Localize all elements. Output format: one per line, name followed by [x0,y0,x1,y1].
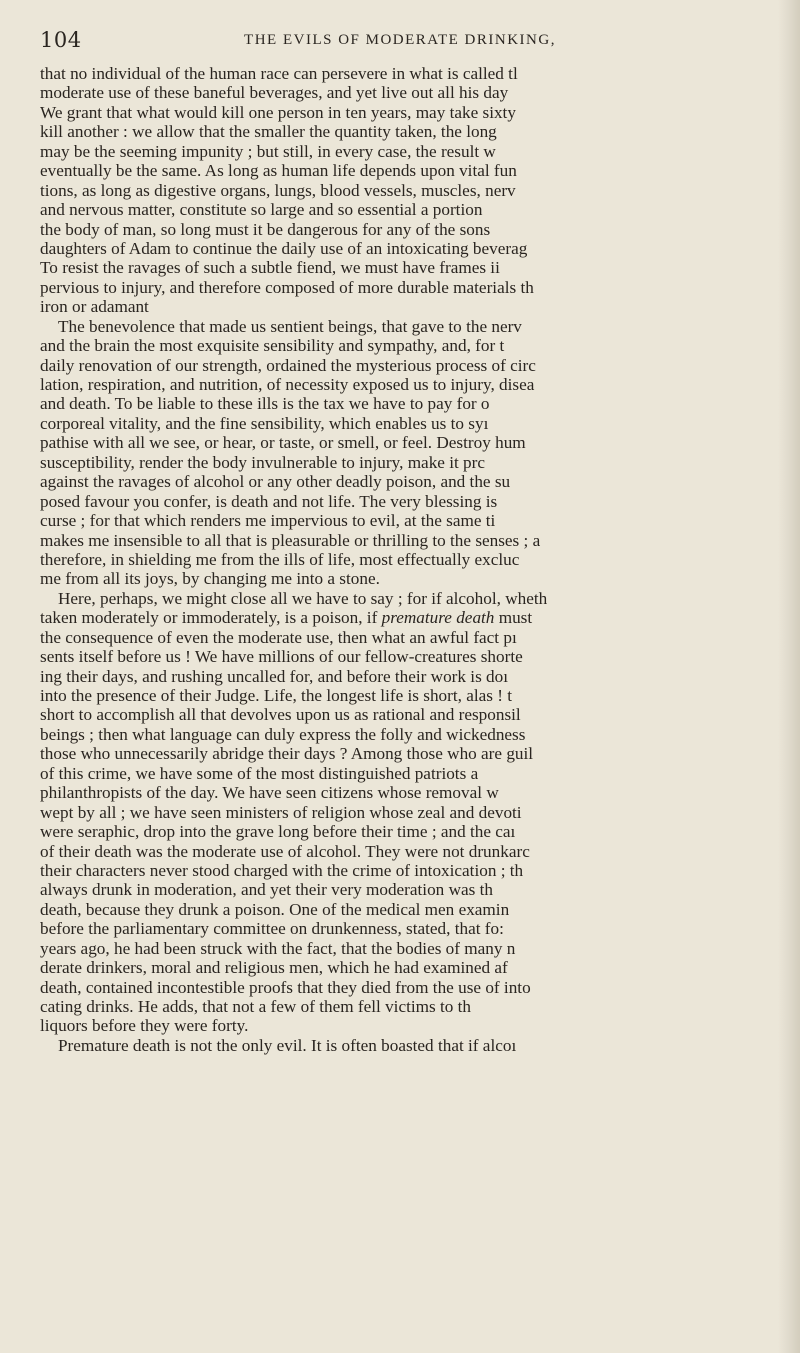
text-line [40,880,778,899]
text-line-content: philanthropists of the day. We have seen citizens whose removal w [40,783,499,803]
text-line [40,900,778,919]
text-line-content: those who unnecessarily abridge their days ? Among those who are guil [40,744,534,764]
text-line-content: may be the seeming impunity ; but still, in every case, the result w [40,141,496,161]
text-line [40,550,778,569]
text-line [40,297,778,316]
text-line [40,122,778,141]
text-line-content: We grant that what would kill one person in ten years, may take sixty [40,102,516,122]
text-line-content: ing their days, and rushing uncalled for, and before their work is doı [40,666,509,686]
text-line-content: and nervous matter, constitute so large and so essential a portion [40,200,483,220]
text-line-content: posed favour you confer, is death and not life. The very blessing is [40,491,498,511]
text-line [40,686,778,705]
text-line [40,511,778,530]
text-line [40,705,778,724]
text-line-content: me from all its joys, by changing me into a stone. [40,569,380,589]
text-line-content: death, contained incontestible proofs that they died from the use of into [40,977,531,997]
text-line-content: taken moderately or immoderately, is a poison, if [40,608,382,628]
text-line-content: into the presence of their Judge. Life, the longest life is short, alas ! t [40,686,513,705]
text-line-content: were seraphic, drop into the grave long before their time ; and the caı [40,822,516,842]
text-line-content: wept by all ; we have seen ministers of religion whose zeal and devoti [40,802,522,822]
text-line-content: Here, perhaps, we might close all we have to say ; for if alcohol, wheth [58,588,548,608]
text-line [40,589,778,608]
text-line [40,647,778,666]
text-line [40,278,778,297]
text-line-content: To resist the ravages of such a subtle fiend, we must have frames ii [40,258,500,278]
text-line-content: kill another : we allow that the smaller the quantity taken, the long [40,122,497,142]
text-line-content: always drunk in moderation, and yet their very moderation was th [40,880,493,900]
text-line-content: the consequence of even the moderate use, then what an awful fact pı [40,627,517,647]
text-line-content: of their death was the moderate use of alcohol. They were not drunkarc [40,841,530,861]
text-line [40,997,778,1016]
text-line [40,258,778,277]
text-line [40,783,778,802]
text-line-content: moderate use of these baneful beverages, and yet live out all his day [40,83,509,103]
text-line [40,394,778,413]
text-line [40,453,778,472]
italic-phrase: premature death [381,608,495,628]
text-line [40,492,778,511]
text-line [40,83,778,102]
body-text [40,64,778,1055]
text-line-content: years ago, he had been struck with the fact, that the bodies of many n [40,938,516,958]
text-line-content: their characters never stood charged with the crime of intoxication ; th [40,860,524,880]
text-line-content: curse ; for that which renders me impervious to evil, at the same ti [40,511,496,531]
text-line-content: derate drinkers, moral and religious men, which he had examined af [40,958,508,978]
text-line [40,803,778,822]
text-line-content: tions, as long as digestive organs, lungs, blood vessels, muscles, nerv [40,180,516,200]
text-line [40,239,778,258]
text-line [40,220,778,239]
text-line [40,764,778,783]
text-line [40,200,778,219]
text-line-content: against the ravages of alcohol or any other deadly poison, and the su [40,472,511,492]
text-line-content: Premature death is not the only evil. It is often boasted that if alcoı [58,1035,517,1055]
text-line-content: daughters of Adam to continue the daily use of an intoxicating beverag [40,238,528,258]
text-line [40,317,778,336]
text-line [40,919,778,938]
page-header [40,22,760,56]
text-line [40,414,778,433]
page-edge-shadow [778,0,800,1353]
text-line [40,939,778,958]
text-line [40,725,778,744]
text-line-content: makes me insensible to all that is pleasurable or thrilling to the senses ; a [40,530,541,550]
text-line-content: that no individual of the human race can persevere in what is called tl [40,64,518,83]
text-line-content: daily renovation of our strength, ordained the mysterious process of circ [40,355,536,375]
text-line-content: and the brain the most exquisite sensibility and sympathy, and, for t [40,336,505,356]
text-line-content: death, because they drunk a poison. One of the medical men examin [40,899,510,919]
text-line [40,861,778,880]
text-line [40,569,778,588]
text-line [40,842,778,861]
text-line [40,103,778,122]
text-line [40,142,778,161]
text-line [40,1036,778,1055]
text-line-content: The benevolence that made us sentient beings, that gave to the nerv [58,316,522,336]
text-line-content: eventually be the same. As long as human life depends upon vital fun [40,161,517,181]
text-line-content: corporeal vitality, and the fine sensibility, which enables us to syı [40,413,489,433]
text-line [40,608,778,627]
text-line [40,356,778,375]
text-line-content: susceptibility, render the body invulnerable to injury, make it prc [40,452,486,472]
text-line [40,744,778,763]
text-line-content: liquors before they were forty. [40,1016,249,1036]
text-line-tail: must [494,608,533,628]
text-line [40,822,778,841]
text-line [40,181,778,200]
text-line [40,1016,778,1035]
page-number: 104 [40,28,82,52]
text-line [40,958,778,977]
text-line-content: cating drinks. He adds, that not a few of them fell victims to th [40,997,472,1016]
text-line [40,531,778,550]
text-line-content: of this crime, we have some of the most distinguished patriots a [40,763,479,783]
text-line [40,336,778,355]
text-line-content: pervious to injury, and therefore composed of more durable materials th [40,277,534,297]
text-line-content: lation, respiration, and nutrition, of necessity exposed us to injury, disea [40,375,535,394]
text-line [40,64,778,83]
text-line [40,628,778,647]
text-line [40,161,778,180]
running-head: THE EVILS OF MODERATE DRINKING, [244,32,556,48]
text-line-content: therefore, in shielding me from the ills of life, most effectually excluc [40,549,520,569]
text-line [40,375,778,394]
text-line-content: before the parliamentary committee on drunkenness, stated, that fo: [40,919,504,939]
text-line-content: and death. To be liable to these ills is the tax we have to pay for o [40,394,490,414]
text-line-content: pathise with all we see, or hear, or taste, or smell, or feel. Destroy hum [40,433,526,453]
text-line-content: the body of man, so long must it be dangerous for any of the sons [40,219,491,239]
text-line [40,978,778,997]
text-line [40,667,778,686]
text-line-content: beings ; then what language can duly express the folly and wickedness [40,724,526,744]
text-line [40,472,778,491]
text-line-content: short to accomplish all that devolves upon us as rational and responsil [40,705,521,725]
text-line-content: iron or adamant [40,297,149,317]
text-line [40,433,778,452]
text-line-content: sents itself before us ! We have millions of our fellow-creatures shorte [40,647,523,667]
